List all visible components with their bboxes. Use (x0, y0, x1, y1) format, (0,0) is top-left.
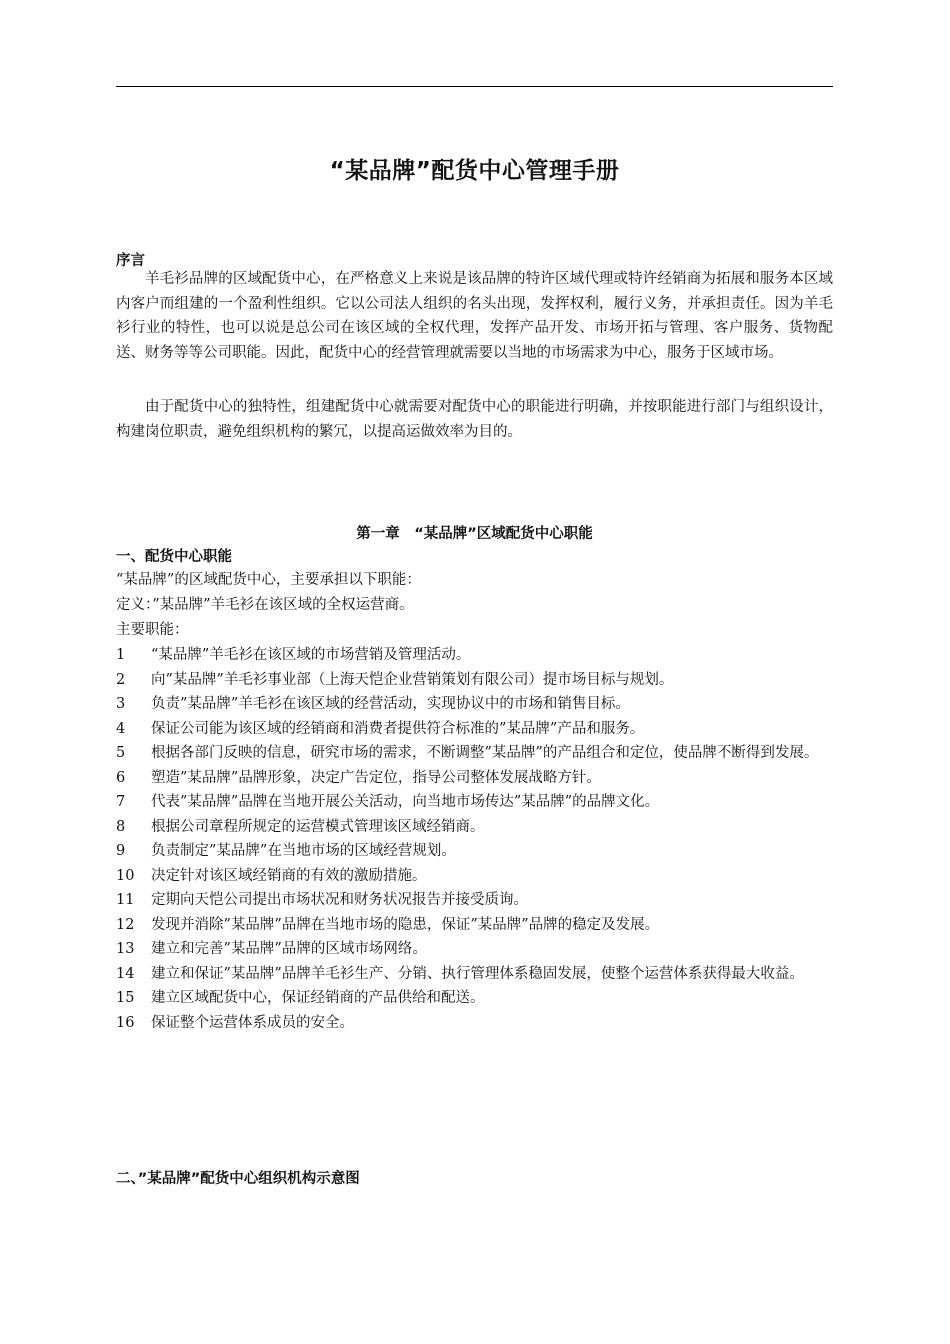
list-item-text: 建立区域配货中心，保证经销商的产品供给和配送。 (151, 990, 485, 1006)
list-item-text: “某品牌”羊毛衫在该区域的市场营销及管理活动。 (151, 647, 471, 663)
list-item-text: 发现并消除”某品牌”品牌在当地市场的隐患，保证”某品牌”品牌的稳定及发展。 (151, 916, 660, 933)
section-1-heading: 一、配货中心职能 (116, 549, 232, 565)
section-2-heading: 二、”某品牌”配货中心组织机构示意图 (116, 1171, 360, 1187)
preface-heading: 序言 (116, 253, 145, 269)
list-item-text: 决定针对该区域经销商的有效的激励措施。 (151, 867, 427, 884)
list-item (116, 668, 833, 693)
document-title: “某品牌”配货中心管理手册 (329, 158, 620, 184)
list-item (116, 1011, 833, 1036)
list-item-text: 塑造”某品牌”品牌形象，决定广告定位，指导公司整体发展战略方针。 (151, 769, 601, 786)
section-1-main-label: 主要职能： (116, 622, 189, 638)
list-item-number: 11 (116, 892, 135, 908)
list-item-text: 负责”某品牌”羊毛衫在该区域的经营活动，实现协议中的市场和销售目标。 (151, 696, 630, 712)
list-item-number: 9 (116, 843, 126, 859)
list-item-text: 建立和保证”某品牌”品牌羊毛衫生产、分销、执行管理体系稳固发展，使整个运营体系获得最大收益。 (151, 965, 804, 982)
section-1-intro: “某品牌”的区域配货中心，主要承担以下职能： (116, 572, 421, 588)
list-item (116, 692, 833, 717)
list-item (116, 766, 833, 791)
list-item-number: 7 (116, 794, 126, 810)
list-item (116, 888, 833, 913)
list-item-text: 代表”某品牌”品牌在当地开展公关活动，向当地市场传达”某品牌”的品牌文化。 (151, 794, 660, 810)
list-item-number: 2 (116, 671, 126, 688)
list-item-text: 保证公司能为该区域的经销商和消费者提供符合标准的”某品牌”产品和服务。 (151, 720, 645, 737)
list-item (116, 790, 833, 815)
list-item-text: 定期向天恺公司提出市场状况和财务状况报告并接受质询。 (151, 892, 528, 908)
list-item-number: 5 (116, 745, 126, 761)
list-item-text: 保证整个运营体系成员的安全。 (151, 1014, 354, 1031)
list-item-number: 12 (116, 916, 135, 933)
list-item (116, 643, 833, 668)
preface-paragraph-2: 由于配货中心的独特性，组建配货中心就需要对配货中心的职能进行明确，并按职能进行部门与组织设计，构建岗位职责，避免组织机构的繁冗，以提高运做效率为目的。 (116, 399, 833, 440)
list-item (116, 864, 833, 889)
list-item (116, 962, 833, 987)
functions-list (116, 643, 833, 1035)
list-item (116, 839, 833, 864)
list-item (116, 717, 833, 742)
list-item (116, 913, 833, 938)
list-item-number: 3 (116, 696, 126, 712)
chapter-title: 第一章 “某品牌”区域配货中心职能 (356, 526, 593, 542)
list-item-number: 10 (116, 867, 135, 884)
list-item-number: 16 (116, 1014, 135, 1031)
list-item (116, 741, 833, 766)
list-item-text: 建立和完善”某品牌”品牌的区域市场网络。 (151, 941, 427, 957)
list-item-number: 14 (116, 965, 135, 982)
list-item-number: 8 (116, 818, 126, 835)
header-rule (116, 86, 833, 87)
list-item-text: 负责制定”某品牌”在当地市场的区域经营规划。 (151, 843, 456, 859)
preface-paragraph-1: 羊毛衫品牌的区域配货中心，在严格意义上来说是该品牌的特许区域代理或特许经销商为拓展和服务本区域内客户而组建的一个盈利性组织。它以公司法人组织的名头出现，发挥权利，履行义务，并承担责任。因为羊毛衫行业的特性，也可以说是总公司在该区域的全权代理，发挥产品开发、市场开拓与管理、客户服务、货物配送、财务等等公司职能。因此，配货中心的经营管理就需要以当地的市场需求为中心，服务于区域市场。 (116, 271, 833, 361)
list-item-text: 根据公司章程所规定的运营模式管理该区域经销商。 (151, 818, 485, 835)
list-item-number: 15 (116, 990, 135, 1006)
list-item (116, 937, 833, 962)
list-item-number: 6 (116, 769, 126, 786)
section-1-definition: 定义：”某品牌”羊毛衫在该区域的全权运营商。 (116, 597, 414, 613)
list-item (116, 986, 833, 1011)
list-item-text: 向”某品牌”羊毛衫事业部（上海天恺企业营销策划有限公司）提市场目标与规划。 (151, 671, 674, 688)
list-item (116, 815, 833, 840)
list-item-number: 13 (116, 941, 135, 957)
list-item-text: 根据各部门反映的信息，研究市场的需求，不断调整”某品牌”的产品组合和定位，使品牌不断得到发展。 (151, 745, 819, 761)
list-item-number: 1 (116, 647, 126, 663)
list-item-number: 4 (116, 720, 126, 737)
